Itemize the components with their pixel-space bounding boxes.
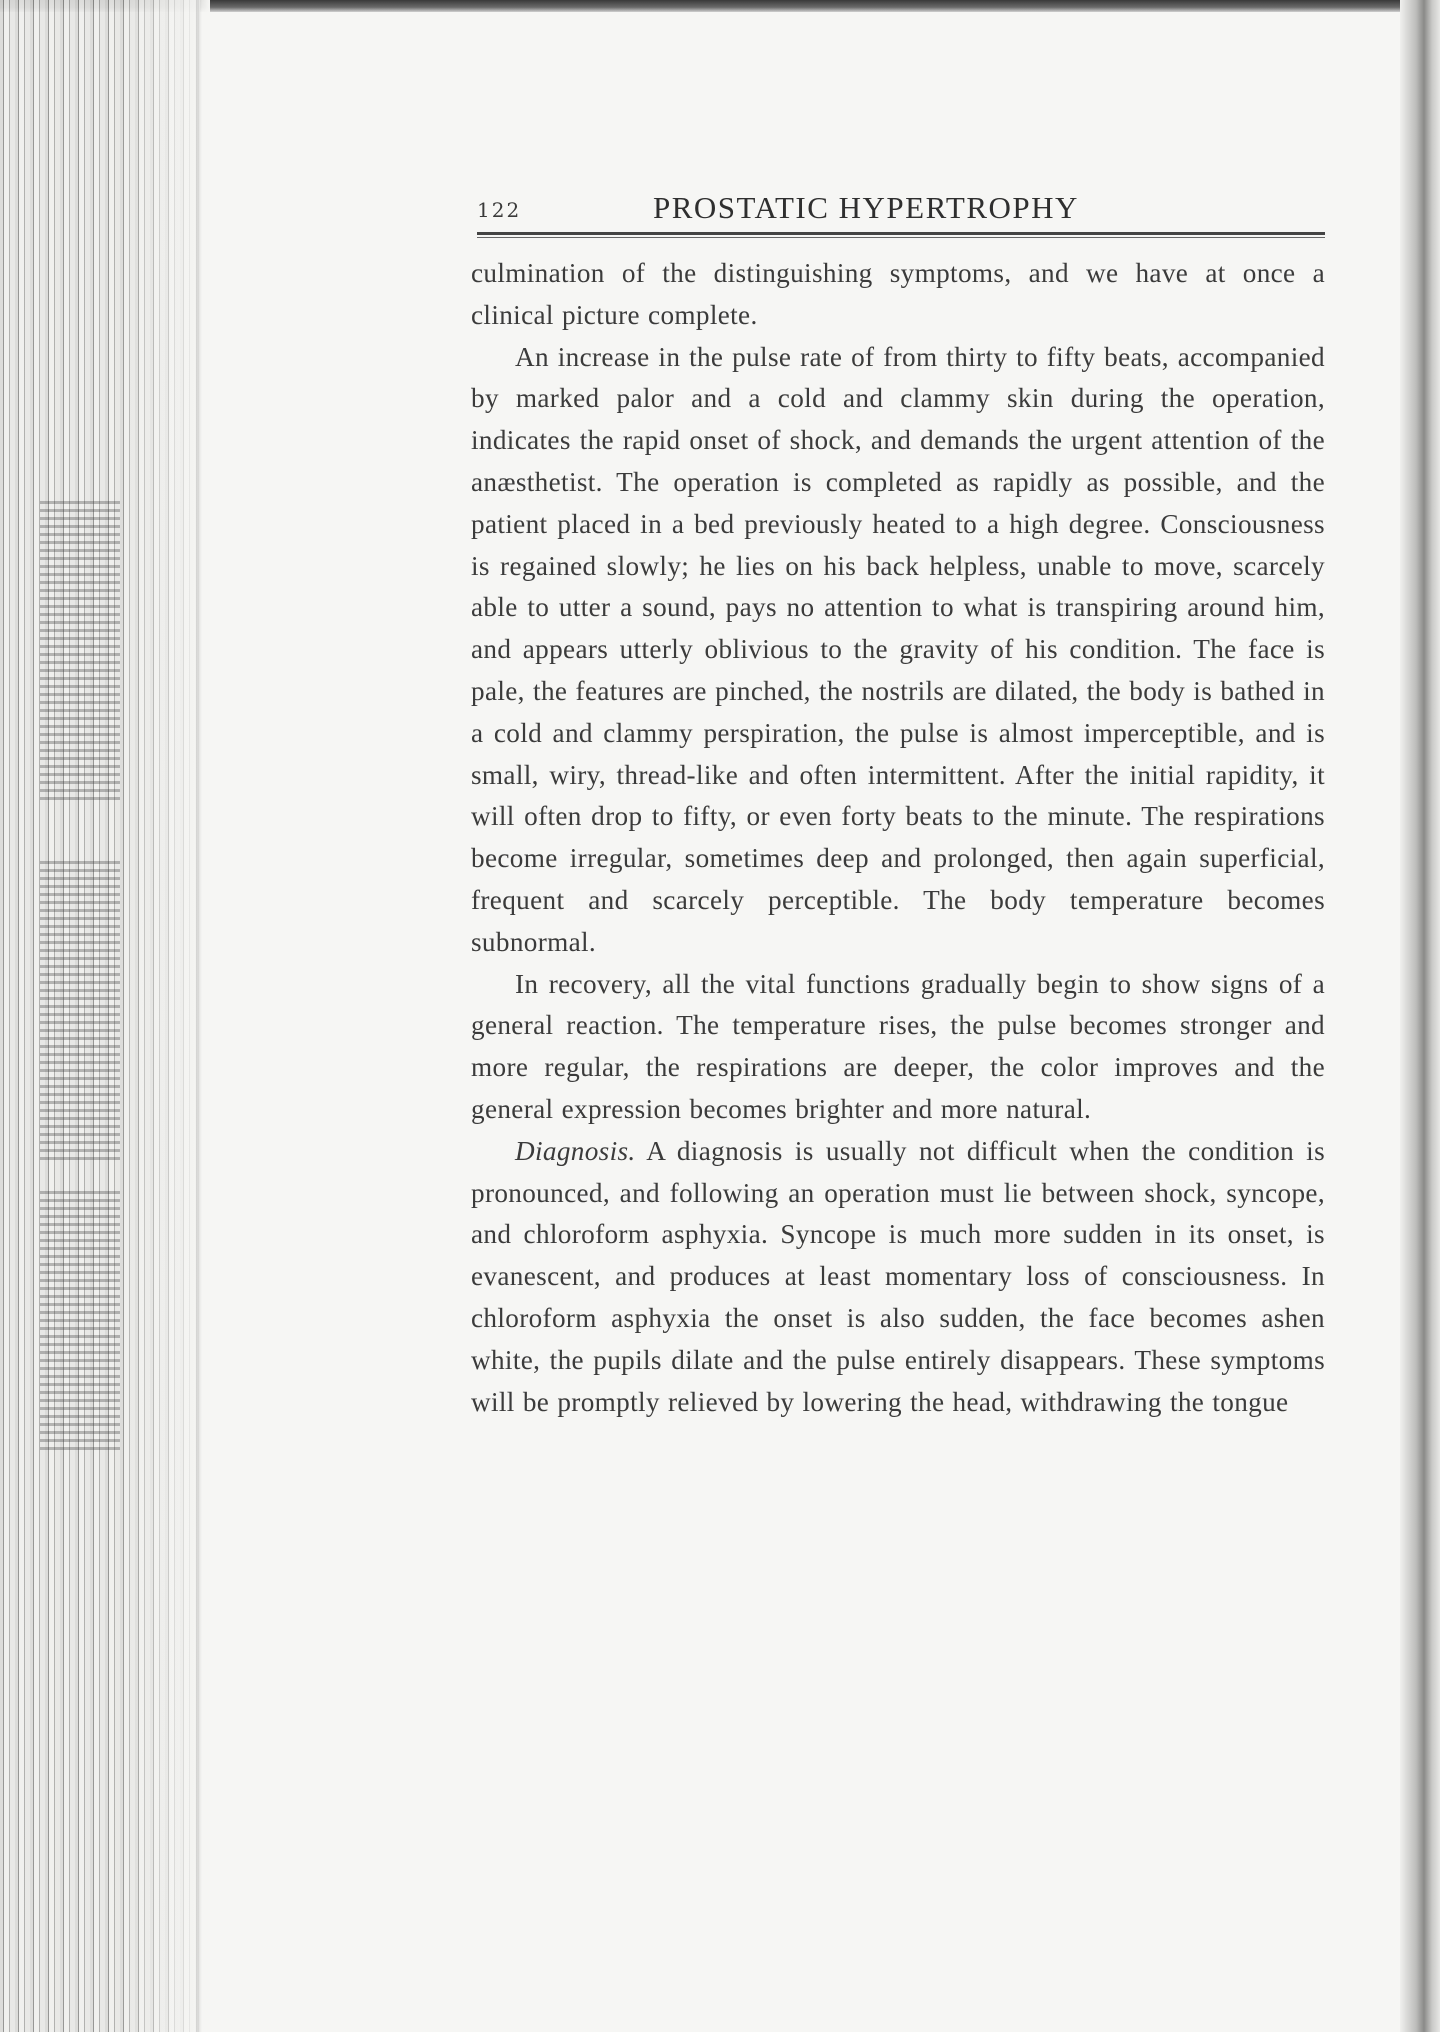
- running-head: [463, 190, 1325, 232]
- header-rule: [477, 232, 1325, 239]
- running-head-title: PROSTATIC HYPERTROPHY: [653, 190, 1079, 225]
- paragraph-shock-symptoms: An increase in the pulse rate of from thirty to fifty beats, accompanied by marked palor and a cold and clammy skin during the operation, indicates the rapid onset of shock, and demands the urgent attention of the anæsthetist. The operation is completed as rapidly as possible, and the patient placed in a bed previously heated to a high degree. Consciousness is regained slowly; he lies on his back helpless, unable to move, scarcely able to utter a sound, pays no attention to what is transpiring around him, and appears utterly oblivious to the gravity of his condition. The face is pale, the features are pinched, the nostrils are dilated, the body is bathed in a cold and clammy perspiration, the pulse is almost imperceptible, and is small, wiry, thread-like and often intermittent. After the initial rapidity, it will often drop to fifty, or even forty beats to the minute. The respirations become irregular, sometimes deep and prolonged, then again superficial, frequent and scarcely perceptible. The body temperature becomes subnormal.: [471, 341, 1325, 957]
- body-text: [471, 253, 1325, 1423]
- page-content: [463, 190, 1325, 1423]
- page-number: 122: [477, 198, 522, 222]
- paragraph-diagnosis: Diagnosis. A diagnosis is usually not difficult when the condition is pronounced, and following an operation must lie between shock, syncope, and chloroform asphyxia. Syncope is much more sudden in its onset, is evanescent, and produces at least momentary loss of consciousness. In chloroform asphyxia the onset is also sudden, the face becomes ashen white, the pupils dilate and the pulse entirely disappears. These symptoms will be promptly relieved by lowering the head, withdrawing the tongue: [471, 1135, 1325, 1417]
- scanner-top-edge: [0, 0, 1440, 12]
- right-page-edge: [1400, 0, 1440, 2032]
- ink-bleed-mark: [40, 860, 120, 1160]
- ink-bleed-mark: [40, 500, 120, 800]
- page-edge-shadow: [196, 0, 202, 2032]
- paragraph-recovery: In recovery, all the vital functions gradually begin to show signs of a general reaction. The temperature rises, the pulse becomes stronger and more regular, the respirations are deeper, the color improves and the general expression becomes brighter and more natural.: [471, 968, 1325, 1124]
- diagnosis-heading: Diagnosis.: [515, 1135, 636, 1166]
- ink-bleed-mark: [40, 1190, 120, 1450]
- paragraph-continuation: culmination of the distinguishing symptoms, and we have at once a clinical picture complete.: [471, 258, 1325, 330]
